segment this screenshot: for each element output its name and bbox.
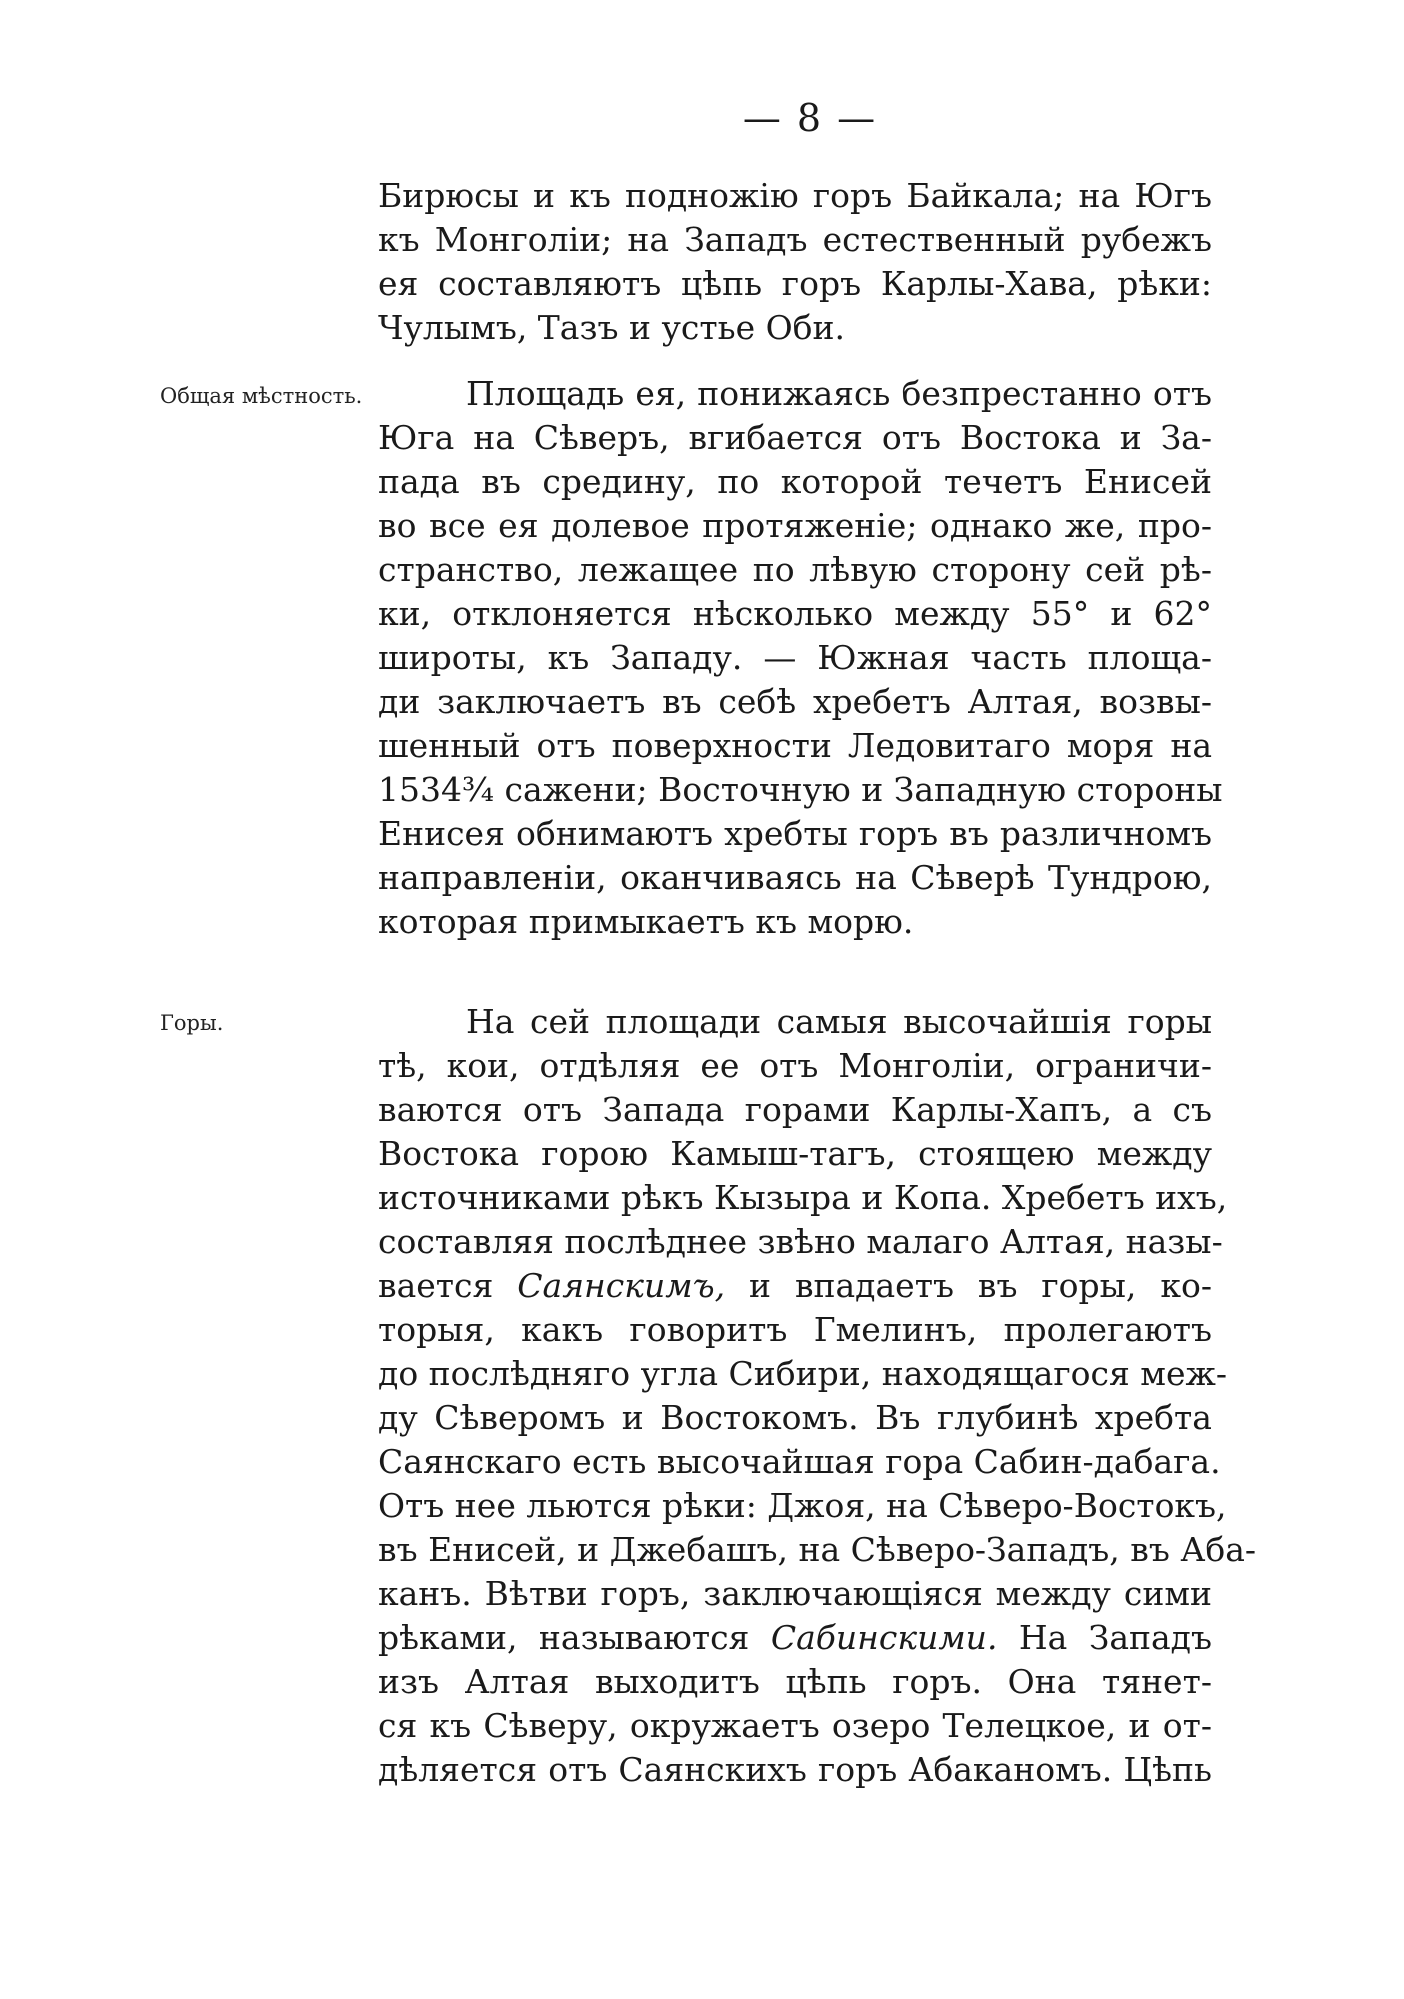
paragraph-3	[378, 1000, 1257, 1792]
text-line: направленіи, оканчиваясь на Сѣверѣ Тундрою,	[378, 858, 1212, 897]
text-line: Саянскаго есть высочайшая гора Сабин-дабага.	[378, 1442, 1221, 1481]
text-line: дѣляется отъ Саянскихъ горъ Абаканомъ. Цѣпь	[378, 1750, 1212, 1789]
text-line: На сей площади самыя высочайшія горы	[466, 1002, 1212, 1041]
text-line: въ Енисей, и Джебашъ, на Сѣверо-Западъ, въ Аба-	[378, 1530, 1257, 1569]
text-line: торыя, какъ говоритъ Гмелинъ, пролегаютъ	[378, 1310, 1212, 1349]
text-line: Чулымъ, Тазъ и устье Оби.	[378, 308, 845, 347]
text-line: широты, къ Западу. — Южная часть площа-	[378, 638, 1212, 677]
text-fragment: вается	[378, 1266, 494, 1305]
text-line: ся къ Сѣверу, окружаетъ озеро Телецкое, и от-	[378, 1706, 1212, 1745]
text-line: ду Сѣверомъ и Востокомъ. Въ глубинѣ хребта	[378, 1398, 1212, 1437]
margin-note-general: Общая мѣстность.	[160, 384, 363, 408]
text-fragment: На Западъ	[1018, 1618, 1212, 1657]
paragraph-2	[378, 372, 1223, 944]
text-line: странство, лежащее по лѣвую сторону сей рѣ-	[378, 550, 1212, 589]
text-line	[378, 1616, 1212, 1660]
text-line: Отъ нее льются рѣки: Джоя, на Сѣверо-Востокъ,	[378, 1486, 1227, 1525]
margin-note-mountains: Горы.	[160, 1011, 224, 1035]
italic-term-sabin: Сабинскими.	[770, 1618, 998, 1657]
text-line: составляя послѣднее звѣно малаго Алтая, назы-	[378, 1222, 1223, 1261]
text-line: Енисея обнимаютъ хребты горъ въ различномъ	[378, 814, 1212, 853]
text-line: ки, отклоняется нѣсколько между 55° и 62°	[378, 594, 1212, 633]
text-line: Бирюсы и къ подножію горъ Байкала; на Югъ	[378, 176, 1212, 215]
text-line: шенный отъ поверхности Ледовитаго моря на	[378, 726, 1212, 765]
text-line: пада въ средину, по которой течетъ Енисей	[378, 462, 1212, 501]
text-line: которая примыкаетъ къ морю.	[378, 902, 914, 941]
text-line	[378, 1264, 1212, 1308]
text-line: Юга на Сѣверъ, вгибается отъ Востока и За-	[378, 418, 1212, 457]
italic-term-sayan: Саянскимъ,	[517, 1266, 726, 1305]
text-fragment: рѣками, называются	[378, 1618, 750, 1657]
text-line: тѣ, кои, отдѣляя ее отъ Монголіи, ограничи-	[378, 1046, 1212, 1085]
text-line: во все ея долевое протяженіе; однако же, про-	[378, 506, 1212, 545]
text-line: ея составляютъ цѣпь горъ Карлы-Хава, рѣки:	[378, 264, 1212, 303]
paragraph-1	[378, 174, 1212, 350]
text-line: Площадь ея, понижаясь безпрестанно отъ	[466, 374, 1212, 413]
text-line: Востока горою Камыш-тагъ, стоящею между	[378, 1134, 1212, 1173]
text-line: къ Монголіи; на Западъ естественный рубежъ	[378, 220, 1212, 259]
text-line: изъ Алтая выходитъ цѣпь горъ. Она тянет-	[378, 1662, 1212, 1701]
page-number: — 8 —	[742, 96, 878, 140]
text-line: канъ. Вѣтви горъ, заключающіяся между сими	[378, 1574, 1212, 1613]
text-fragment: и впадаетъ въ горы, ко-	[749, 1266, 1212, 1305]
text-line: ди заключаетъ въ себѣ хребетъ Алтая, возвы-	[378, 682, 1212, 721]
text-line: ваются отъ Запада горами Карлы-Хапъ, а съ	[378, 1090, 1212, 1129]
text-line: до послѣдняго угла Сибири, находящагося меж-	[378, 1354, 1227, 1393]
text-line: источниками рѣкъ Кызыра и Копа. Хребетъ ихъ,	[378, 1178, 1228, 1217]
text-line: 1534¾ сажени; Восточную и Западную стороны	[378, 770, 1223, 809]
